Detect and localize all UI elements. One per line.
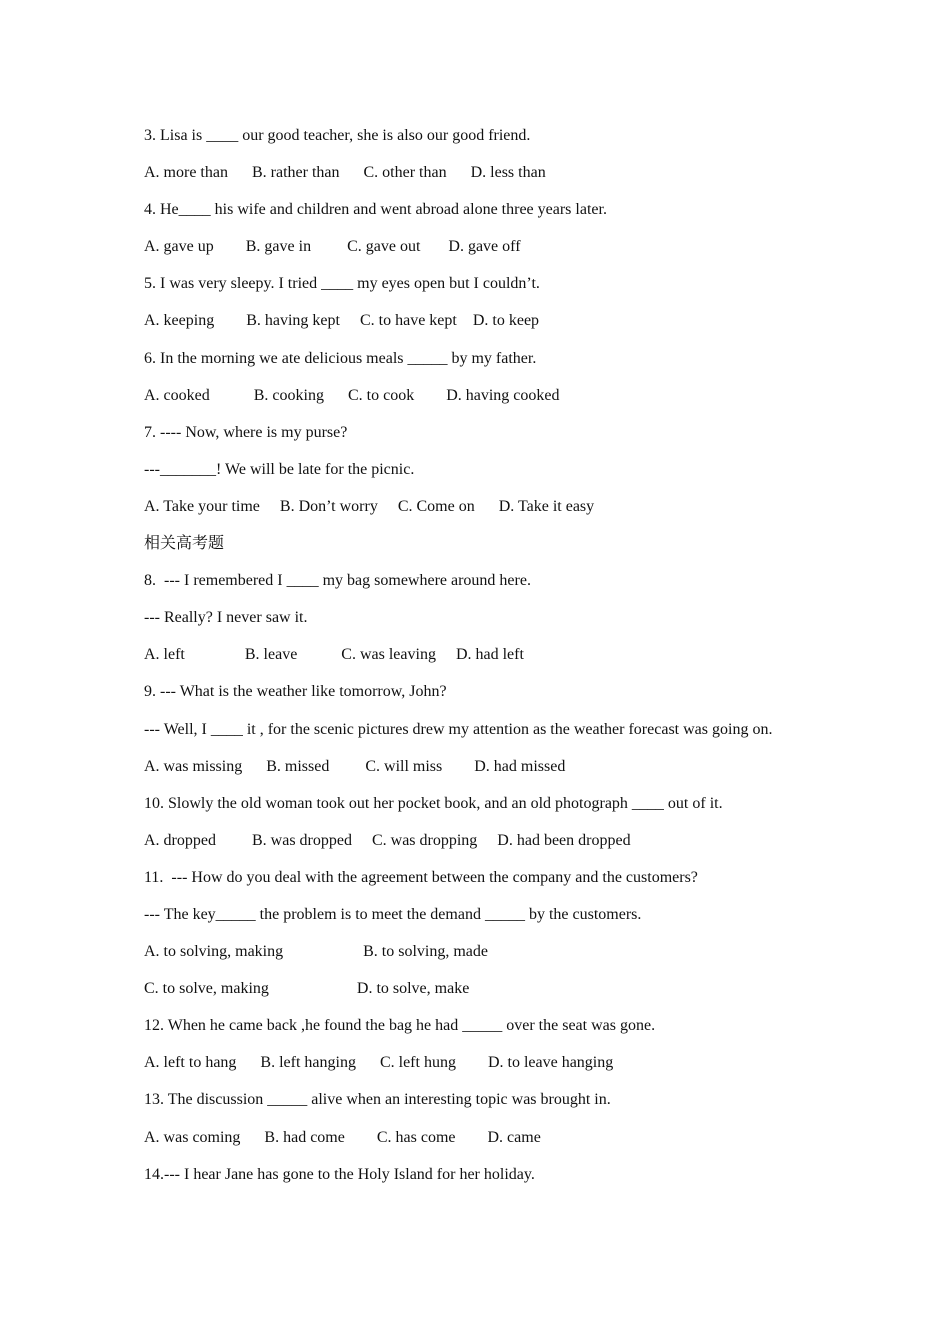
question-4-options: A. gave up B. gave in C. gave out D. gave off <box>144 238 521 256</box>
question-5: 5. I was very sleepy. I tried ____ my eyes open but I couldn’t. <box>144 275 540 293</box>
question-3: 3. Lisa is ____ our good teacher, she is also our good friend. <box>144 127 531 144</box>
question-13-options: A. was coming B. had come C. has come D. came <box>144 1128 541 1146</box>
question-8-options: A. left B. leave C. was leaving D. had left <box>144 646 524 664</box>
question-7-options: A. Take your time B. Don’t worry C. Come on D. Take it easy <box>144 497 595 515</box>
question-6-options: A. cooked B. cooking C. to cook D. having cooked <box>144 386 560 404</box>
question-12-options: A. left to hang B. left hanging C. left hung D. to leave hanging <box>144 1054 614 1072</box>
question-5-options: A. keeping B. having kept C. to have kept D. to keep <box>144 312 540 330</box>
question-6: 6. In the morning we ate delicious meals _____ by my father. <box>144 349 537 367</box>
section-heading: 相关高考题 <box>144 535 225 553</box>
question-7-reply: ---_______! We will be late for the picnic. <box>144 460 415 478</box>
question-8-reply: --- Really? I never saw it. <box>144 609 308 627</box>
question-11-options-cd: C. to solve, making D. to solve, make <box>144 980 470 998</box>
question-11-options-ab: A. to solving, making B. to solving, made <box>144 943 488 961</box>
question-13: 13. The discussion _____ alive when an interesting topic was brought in. <box>144 1091 611 1109</box>
question-11: 11. --- How do you deal with the agreement between the company and the customers? <box>144 868 698 886</box>
question-4: 4. He____ his wife and children and went abroad alone three years later. <box>144 201 607 219</box>
question-9-options: A. was missing B. missed C. will miss D. had missed <box>144 757 566 775</box>
question-10-options: A. dropped B. was dropped C. was dropping D. had been dropped <box>144 831 631 849</box>
question-8: 8. --- I remembered I ____ my bag somewhere around here. <box>144 572 531 590</box>
question-11-reply: --- The key_____ the problem is to meet the demand _____ by the customers. <box>144 905 642 923</box>
question-7: 7. ---- Now, where is my purse? <box>144 423 348 441</box>
question-14: 14.--- I hear Jane has gone to the Holy Island for her holiday. <box>144 1165 535 1183</box>
question-3-options: A. more than B. rather than C. other than D. less than <box>144 164 546 182</box>
question-12: 12. When he came back ,he found the bag he had _____ over the seat was gone. <box>144 1017 656 1035</box>
question-9: 9. --- What is the weather like tomorrow, John? <box>144 683 447 701</box>
question-10: 10. Slowly the old woman took out her pocket book, and an old photograph ____ out of it. <box>144 794 723 812</box>
exercise-content <box>144 124 844 1200</box>
question-9-reply: --- Well, I ____ it , for the scenic pictures drew my attention as the weather forecast was going on. <box>144 720 773 738</box>
